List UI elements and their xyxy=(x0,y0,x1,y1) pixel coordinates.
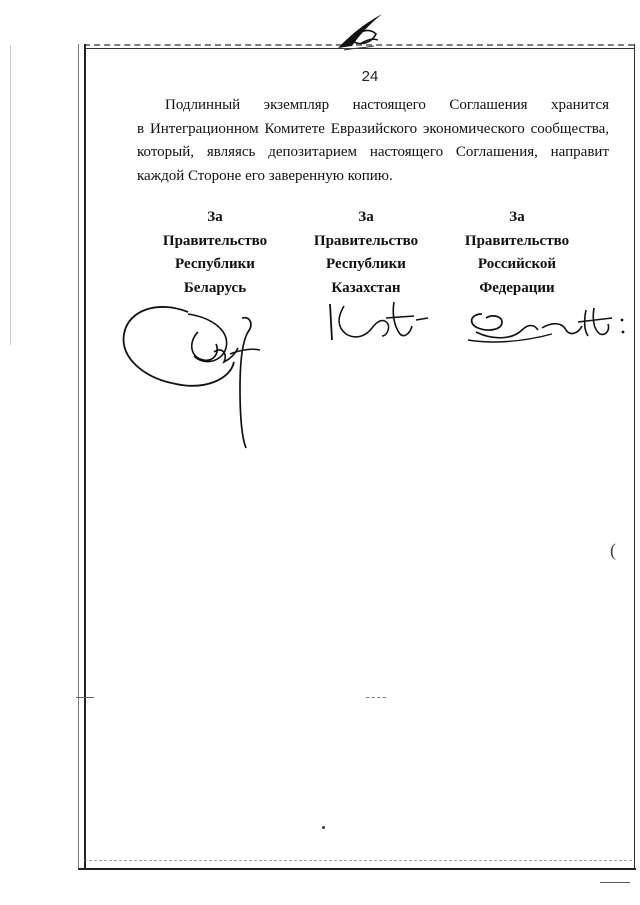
stray-mark: ( xyxy=(610,540,616,560)
closing-paragraph xyxy=(137,94,609,188)
signatory-line: Беларусь xyxy=(183,279,247,296)
signature-belarus xyxy=(118,292,268,452)
scan-artifact xyxy=(322,826,325,829)
left-margin-line xyxy=(10,45,11,345)
signatory-line: Правительство xyxy=(162,232,268,249)
signature-russia xyxy=(462,300,637,350)
frame-left-line xyxy=(84,44,86,870)
signatory-kazakhstan xyxy=(291,206,441,300)
signatory-line: За xyxy=(509,209,525,225)
signatory-line: Республики xyxy=(175,256,255,272)
signatory-russia xyxy=(442,206,592,300)
signatory-line: Российской xyxy=(477,256,557,272)
corner-mark xyxy=(600,882,630,883)
frame-bottom-line xyxy=(78,868,636,870)
frame-right-line xyxy=(634,44,635,870)
page-number: 24 xyxy=(361,68,379,85)
scan-artifact xyxy=(76,697,94,698)
signatory-line: Федерации xyxy=(479,279,555,296)
signatory-line: За xyxy=(358,209,374,225)
emblem-icon xyxy=(330,8,390,52)
scan-artifact xyxy=(366,697,386,698)
paragraph-line: который, являясь депозитарием настоящего Соглашения, направит xyxy=(137,144,609,160)
signatory-line: Правительство xyxy=(313,232,419,249)
frame-left-outer-line xyxy=(78,44,79,870)
signatory-line: Казахстан xyxy=(331,279,401,296)
paragraph-line: в Интеграционном Комитете Евразийского экономического сообщества, xyxy=(137,120,609,137)
signature-kazakhstan xyxy=(322,296,432,346)
frame-bottom-dashed-line xyxy=(84,860,632,861)
signatory-line: Правительство xyxy=(464,232,570,249)
signatory-line: За xyxy=(207,209,223,225)
paragraph-line: Подлинный экземпляр настоящего Соглашения хранится xyxy=(165,97,609,113)
paragraph-line: каждой Стороне его заверенную копию. xyxy=(137,167,393,184)
signatory-line: Республики xyxy=(326,256,406,272)
signatory-belarus xyxy=(140,206,290,300)
